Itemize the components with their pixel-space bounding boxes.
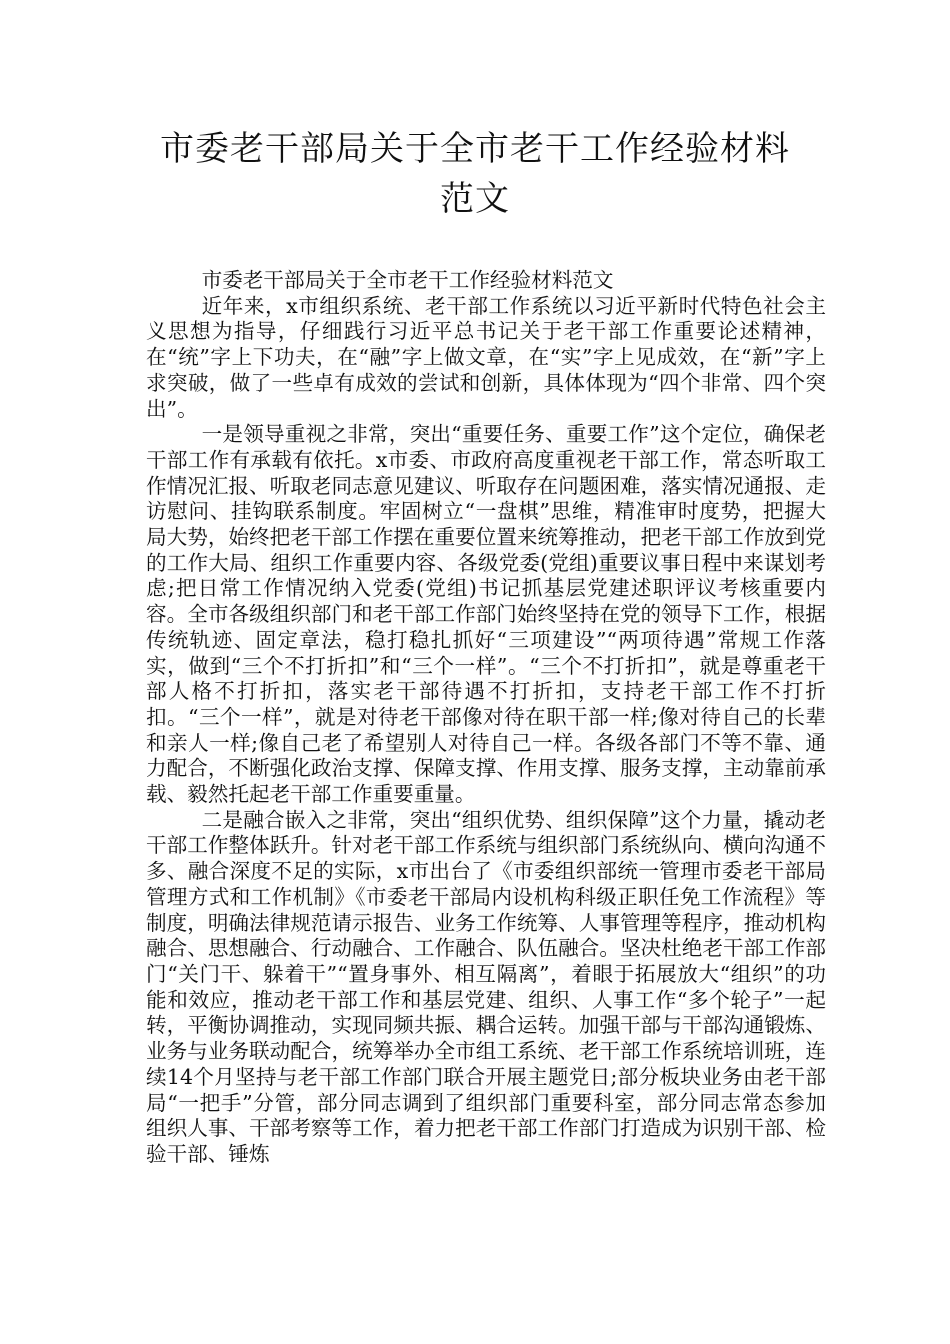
body-paragraph-subtitle: 市委老干部局关于全市老干工作经验材料范文 (201, 268, 614, 292)
body-paragraph-point-one: 一是领导重视之非常，突出“重要任务、重要工作”这个定位，确保老干部工作有承载有依托。x市委、市政府高度重视老干部工作，常态听取工作情况汇报、听取老同志意见建议、听取存在问题困难，落实情况通报、走访慰问、挂钩联系制度。牢固树立“一盘棋”思维，精准审时度势，把握大局大势，始终把老干部工作摆在重要位置来统筹推动，把老干部工作放到党的工作大局、组织工作重要内容、各级党委(党组)重要议事日程中来谋划考虑;把日常工作情况纳入党委(党组)书记抓基层党建述职评议考核重要内容。全市各级组织部门和老干部工作部门始终坚持在党的领导下工作，根据传统轨迹、固定章法，稳打稳扎抓好“三项建设”“两项待遇”常规工作落实，做到“三个不打折扣”和“三个一样”。“三个不打折扣”，就是尊重老干部人格不打折扣，落实老干部待遇不打折扣，支持老干部工作不打折扣。“三个一样”，就是对待老干部像对待在职干部一样;像对待自己的长辈和亲人一样;像自己老了希望别人对待自己一样。各级各部门不等不靠、通力配合，不断强化政治支撑、保障支撑、作用支撑、服务支撑，主动靠前承载、毅然托起老干部工作重要重量。 (146, 422, 826, 807)
document-title (100, 124, 850, 224)
body-paragraph-point-two: 二是融合嵌入之非常，突出“组织优势、组织保障”这个力量，撬动老干部工作整体跃升。针对老干部工作系统与组织部门系统纵向、横向沟通不多、融合深度不足的实际，x市出台了《市委组织部统一管理市委老干部局管理方式和工作机制》《市委老干部局内设机构科级正职任免工作流程》等制度，明确法律规范请示报告、业务工作统筹、人事管理等程序，推动机构融合、思想融合、行动融合、工作融合、队伍融合。坚决杜绝老干部工作部门“关门干、躲着干”“置身事外、相互隔离”，着眼于拓展放大“组织”的功能和效应，推动老干部工作和基层党建、组织、人事工作“多个轮子”一起转，平衡协调推动，实现同频共振、耦合运转。加强干部与干部沟通锻炼、业务与业务联动配合，统筹举办全市组工系统、老干部工作系统培训班，连续14个月坚持与老干部工作部门联合开展主题党日;部分板块业务由老干部局“一把手”分管，部分同志调到了组织部门重要科室，部分同志常态参加组织人事、干部考察等工作，着力把老干部工作部门打造成为识别干部、检验干部、锤炼 (146, 807, 826, 1166)
document-body (146, 268, 826, 1168)
document-title-line-1: 市委老干部局关于全市老干工作经验材料 (160, 129, 790, 169)
document-title-line-2: 范文 (440, 179, 510, 219)
body-paragraph-intro: 近年来，x市组织系统、老干部工作系统以习近平新时代特色社会主义思想为指导，仔细践行习近平总书记关于老干部工作重要论述精神，在“统”字上下功夫，在“融”字上做文章，在“实”字上见成效，在“新”字上求突破，做了一些卓有成效的尝试和创新，具体体现为“四个非常、四个突出”。 (146, 293, 826, 421)
